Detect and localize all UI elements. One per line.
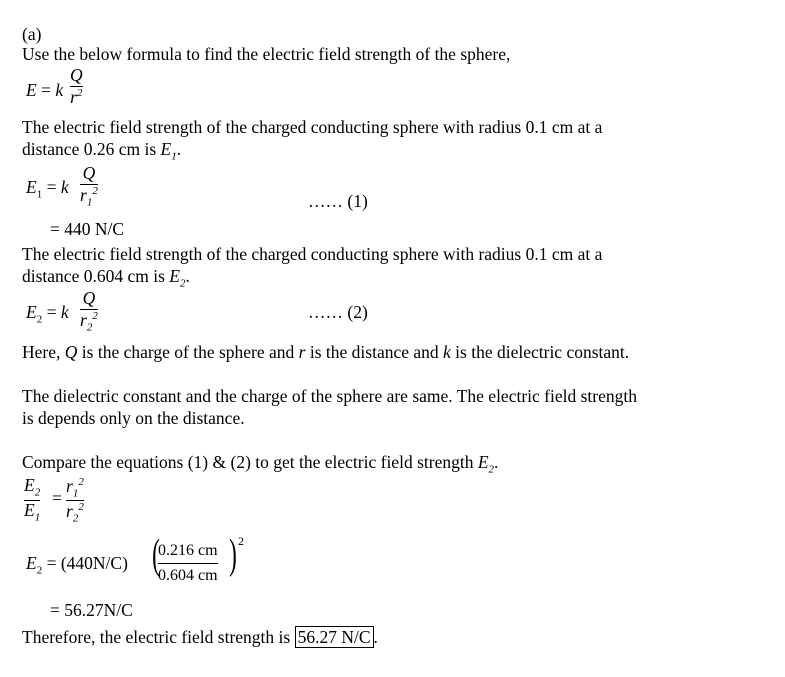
- equation-1-fraction: Q $r_1^2$: [80, 163, 98, 208]
- calculation-paren-left: (: [152, 532, 160, 578]
- paragraph-3-line-1: The dielectric constant and the charge of the sphere are same. The electric field strength: [22, 386, 637, 406]
- equation-2-lhs: $E_2 = k$: [26, 302, 69, 326]
- definitions-line: Here, Q is the charge of the sphere and r is the distance and k is the dielectric constant.: [22, 342, 630, 362]
- formula-main: E = k: [26, 80, 64, 100]
- final-answer-box: 56.27 N/C: [295, 626, 374, 648]
- calculation-fraction: 0.216 cm 0.604 cm: [158, 542, 218, 584]
- equation-1-tag: …… (1): [308, 191, 368, 211]
- result-value: = 56.27N/C: [50, 600, 133, 620]
- equation-2-fraction: Q $r_2^2$: [80, 288, 98, 333]
- compare-line: Compare the equations (1) & (2) to get the electric field strength $E_2$.: [22, 452, 499, 476]
- paragraph-3-line-2: is depends only on the distance.: [22, 408, 245, 428]
- equation-2-tag: …… (2): [308, 302, 368, 322]
- paragraph-2-line-2: distance 0.604 cm is $E_2$.: [22, 266, 190, 290]
- paragraph-1-line-1: The electric field strength of the charged conducting sphere with radius 0.1 cm at a: [22, 117, 603, 137]
- equation-1-lhs: $E_1 = k$: [26, 177, 69, 201]
- ratio-right-fraction: $r_1^2$ $r_2^2$: [66, 475, 84, 525]
- formula-main-fraction: Q $r^2$: [70, 65, 83, 107]
- calculation-paren-right: ): [229, 532, 237, 578]
- intro-text: Use the below formula to find the electric field strength of the sphere,: [22, 44, 511, 64]
- conclusion-line: Therefore, the electric field strength is 56.27 N/C .: [22, 627, 378, 647]
- ratio-left-fraction: $E_2$ $E_1$: [24, 475, 41, 523]
- equation-1-value: = 440 N/C: [50, 219, 125, 239]
- calculation-lhs: $E_2 = (440N/C)$: [26, 553, 128, 577]
- paragraph-2-line-1: The electric field strength of the charged conducting sphere with radius 0.1 cm at a: [22, 244, 603, 264]
- part-label: (a): [22, 24, 42, 44]
- ratio-equals: =: [52, 488, 62, 508]
- calculation-exponent: 2: [238, 534, 244, 548]
- paragraph-1-line-2: distance 0.26 cm is $E_1$.: [22, 139, 182, 163]
